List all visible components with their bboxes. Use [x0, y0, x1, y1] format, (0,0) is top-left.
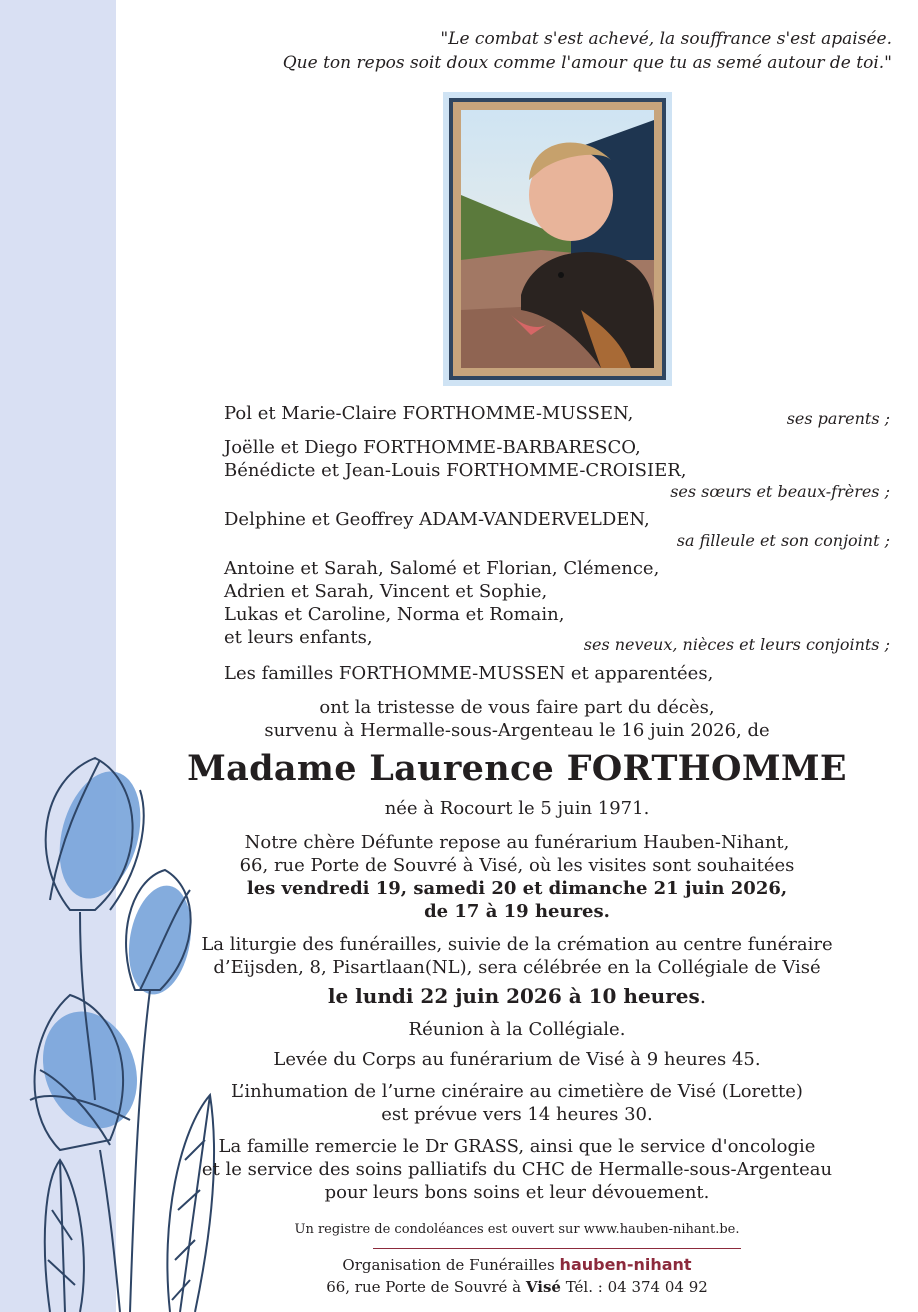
visits-info	[116, 831, 918, 923]
thanks-info	[116, 1135, 918, 1204]
epitaph-quote	[283, 27, 892, 75]
org-prefix: Organisation de Funérailles	[342, 1256, 555, 1274]
family-sister-2: Bénédicte et Jean-Louis FORTHOMME-CROISIER,	[224, 460, 687, 481]
meeting-info: Réunion à la Collégiale.	[408, 1019, 626, 1040]
family-nephews-3: Lukas et Caroline, Norma et Romain,	[224, 604, 565, 625]
liturgy-info	[116, 933, 918, 979]
liturgy-date: le lundi 22 juin 2026 à 10 heures	[327, 984, 700, 1008]
birth-info: née à Rocourt le 5 juin 1971.	[384, 798, 650, 819]
thanks-line-1: La famille remercie le Dr GRASS, ainsi que le service d'oncologie	[218, 1136, 816, 1157]
inhumation-info	[116, 1080, 918, 1126]
quote-line-2: Que ton repos soit doux comme l'amour que tu as semé autour de toi."	[282, 53, 892, 73]
family-parents: Pol et Marie-Claire FORTHOMME-MUSSEN,	[224, 403, 634, 424]
announcement-line-1: ont la tristesse de vous faire part du décès,	[319, 697, 715, 718]
levee-info: Levée du Corps au funérarium de Visé à 9 heures 45.	[273, 1049, 761, 1070]
inhumation-line-2: est prévue vers 14 heures 30.	[381, 1104, 653, 1125]
liturgy-date-end: .	[699, 984, 707, 1008]
thanks-line-2: et le service des soins palliatifs du CHC de Hermalle-sous-Argenteau	[201, 1159, 833, 1180]
visits-dates: les vendredi 19, samedi 20 et dimanche 21 juin 2026,	[246, 878, 788, 899]
family-nephews-2: Adrien et Sarah, Vincent et Sophie,	[224, 581, 548, 602]
inhumation-line-1: L’inhumation de l’urne cinéraire au cimetière de Visé (Lorette)	[231, 1081, 803, 1102]
visits-hours: de 17 à 19 heures.	[424, 901, 610, 922]
condolence-registry: Un registre de condoléances est ouvert sur www.hauben-nihant.be.	[294, 1222, 740, 1237]
announcement	[116, 696, 918, 742]
visits-line-2: 66, rue Porte de Souvré à Visé, où les visites sont souhaitées	[239, 855, 795, 876]
portrait-frame	[443, 92, 672, 386]
relation-nephews: ses neveux, nièces et leurs conjoints ;	[583, 635, 890, 654]
quote-line-1: "Le combat s'est achevé, la souffrance s'est apaisée.	[440, 29, 892, 49]
portrait-photo	[461, 110, 654, 368]
phone: Tél. : 04 374 04 92	[565, 1278, 708, 1296]
brand-logo: hauben-nihant	[559, 1255, 692, 1274]
footer-organisation	[116, 1253, 918, 1277]
footer-address	[116, 1276, 918, 1299]
family-goddaughter: Delphine et Geoffrey ADAM-VANDERVELDEN,	[224, 509, 650, 530]
family-nephews-1: Antoine et Sarah, Salomé et Florian, Clémence,	[224, 558, 660, 579]
address-city: Visé	[525, 1278, 561, 1296]
family-sister-1: Joëlle et Diego FORTHOMME-BARBARESCO,	[224, 437, 641, 458]
family-related: Les familles FORTHOMME-MUSSEN et apparentées,	[224, 663, 714, 684]
relation-goddaughter: sa filleule et son conjoint ;	[676, 531, 890, 550]
thanks-line-3: pour leurs bons soins et leur dévouement.	[324, 1182, 710, 1203]
announcement-line-2: survenu à Hermalle-sous-Argenteau le 16 juin 2026, de	[264, 720, 770, 741]
liturgy-date-line	[116, 985, 918, 1008]
footer-divider	[373, 1248, 741, 1249]
deceased-name: Madame Laurence FORTHOMME	[187, 748, 847, 789]
liturgy-line-2: d’Eijsden, 8, Pisartlaan(NL), sera célébrée en la Collégiale de Visé	[213, 957, 821, 978]
address-prefix: 66, rue Porte de Souvré à	[326, 1278, 522, 1296]
liturgy-line-1: La liturgie des funérailles, suivie de la crémation au centre funéraire	[201, 934, 833, 955]
relation-sisters: ses sœurs et beaux-frères ;	[670, 482, 890, 501]
family-nephews-4: et leurs enfants,	[224, 627, 373, 648]
relation-parents: ses parents ;	[786, 409, 890, 428]
visits-line-1: Notre chère Défunte repose au funérarium Hauben-Nihant,	[244, 832, 790, 853]
